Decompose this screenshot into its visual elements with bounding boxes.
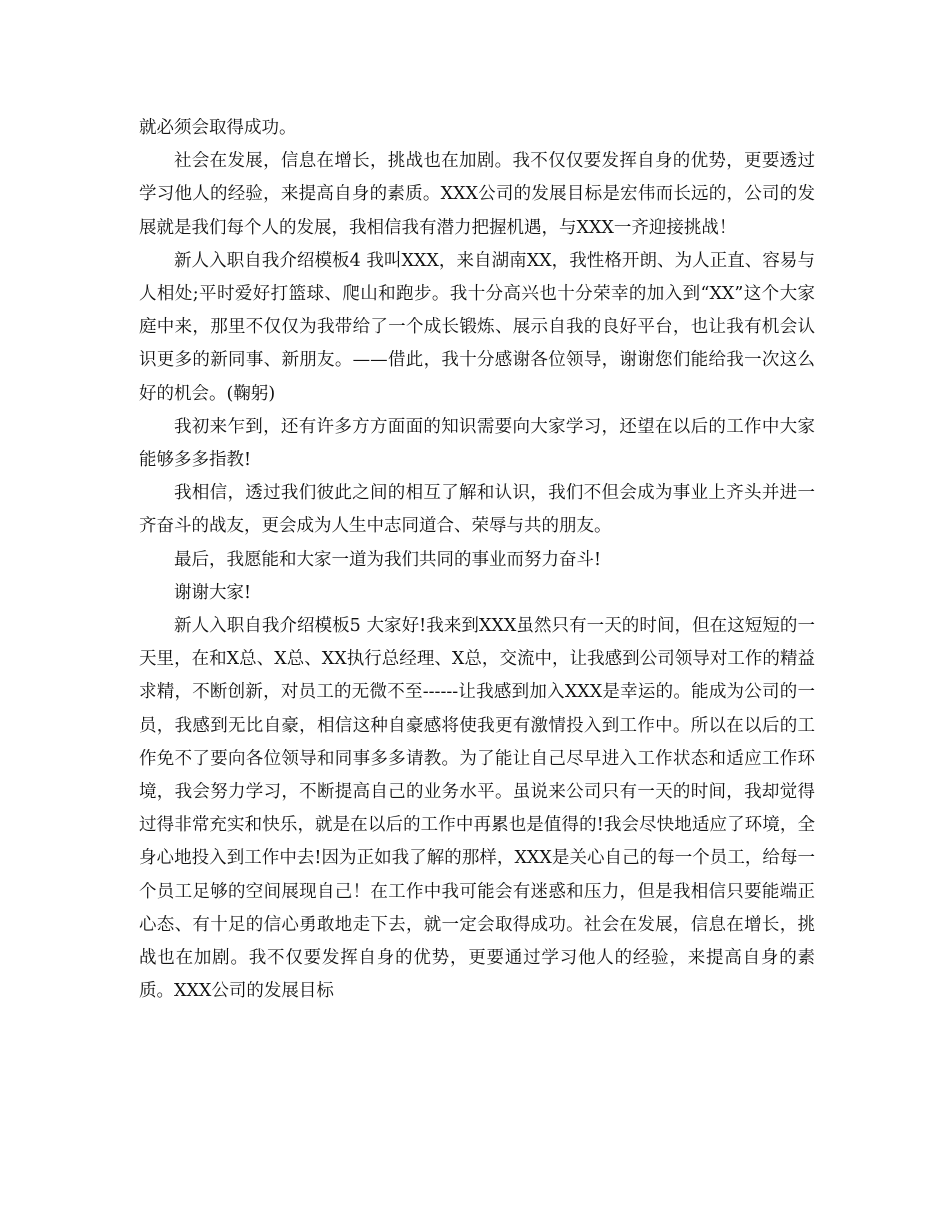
paragraph: 我初来乍到，还有许多方方面面的知识需要向大家学习，还望在以后的工作中大家能够多多指教! (139, 416, 815, 471)
paragraph: 新人入职自我介绍模板5 大家好!我来到XXX虽然只有一天的时间，但在这短短的一天里，在和X总、X总、XX执行总经理、X总，交流中，让我感到公司领导对工作的精益求精，不断创新，对员工的无微不至------让我感到加入XXX是幸运的。能成为公司的一员，我感到无比自豪，相信这种自豪感将使我更有激情投入到工作中。所以在以后的工作免不了要向各位领导和同事多多请教。为了能让自己尽早进入工作状态和适应工作环境，我会努力学习，不断提高自己的业务水平。虽说来公司只有一天的时间，我却觉得过得非常充实和快乐，就是在以后的工作中再累也是值得的!我会尽快地适应了环境，全身心地投入到工作中去!因为正如我了解的那样，XXX是关心自己的每一个员工，给每一个员工足够的空间展现自己！在工作中我可能会有迷惑和压力，但是我相信只要能端正心态、有十足的信心勇敢地走下去，就一定会取得成功。社会在发展，信息在增长，挑战也在加剧。我不仅要发挥自身的优势，更要通过学习他人的经验，来提高自身的素质。XXX公司的发展目标 (139, 616, 815, 1002)
paragraph: 最后，我愿能和大家一道为我们共同的事业而努力奋斗! (174, 549, 602, 570)
paragraph: 社会在发展，信息在增长，挑战也在加剧。我不仅仅要发挥自身的优势，更要透过学习他人的经验，来提高自身的素质。XXX公司的发展目标是宏伟而长远的，公司的发展就是我们每个人的发展，我相信我有潜力把握机遇，与XXX一齐迎接挑战！ (139, 151, 815, 238)
paragraph-continuation: 就必须会取得成功。 (139, 118, 297, 138)
paragraph: 我相信，透过我们彼此之间的相互了解和认识，我们不但会成为事业上齐头并进一齐奋斗的战友，更会成为人生中志同道合、荣辱与共的朋友。 (139, 483, 815, 537)
document-body (139, 112, 815, 1008)
paragraph: 谢谢大家! (174, 582, 252, 603)
paragraph: 新人入职自我介绍模板4 我叫XXX，来自湖南XX，我性格开朗、为人正直、容易与人相处;平时爱好打篮球、爬山和跑步。我十分高兴也十分荣幸的加入到“XX”这个大家庭中来，那里不仅仅为我带给了一个成长锻炼、展示自我的良好平台，也让我有机会认识更多的新同事、新朋友。——借此，我十分感谢各位领导，谢谢您们能给我一次这么好的机会。(鞠躬) (139, 250, 815, 404)
